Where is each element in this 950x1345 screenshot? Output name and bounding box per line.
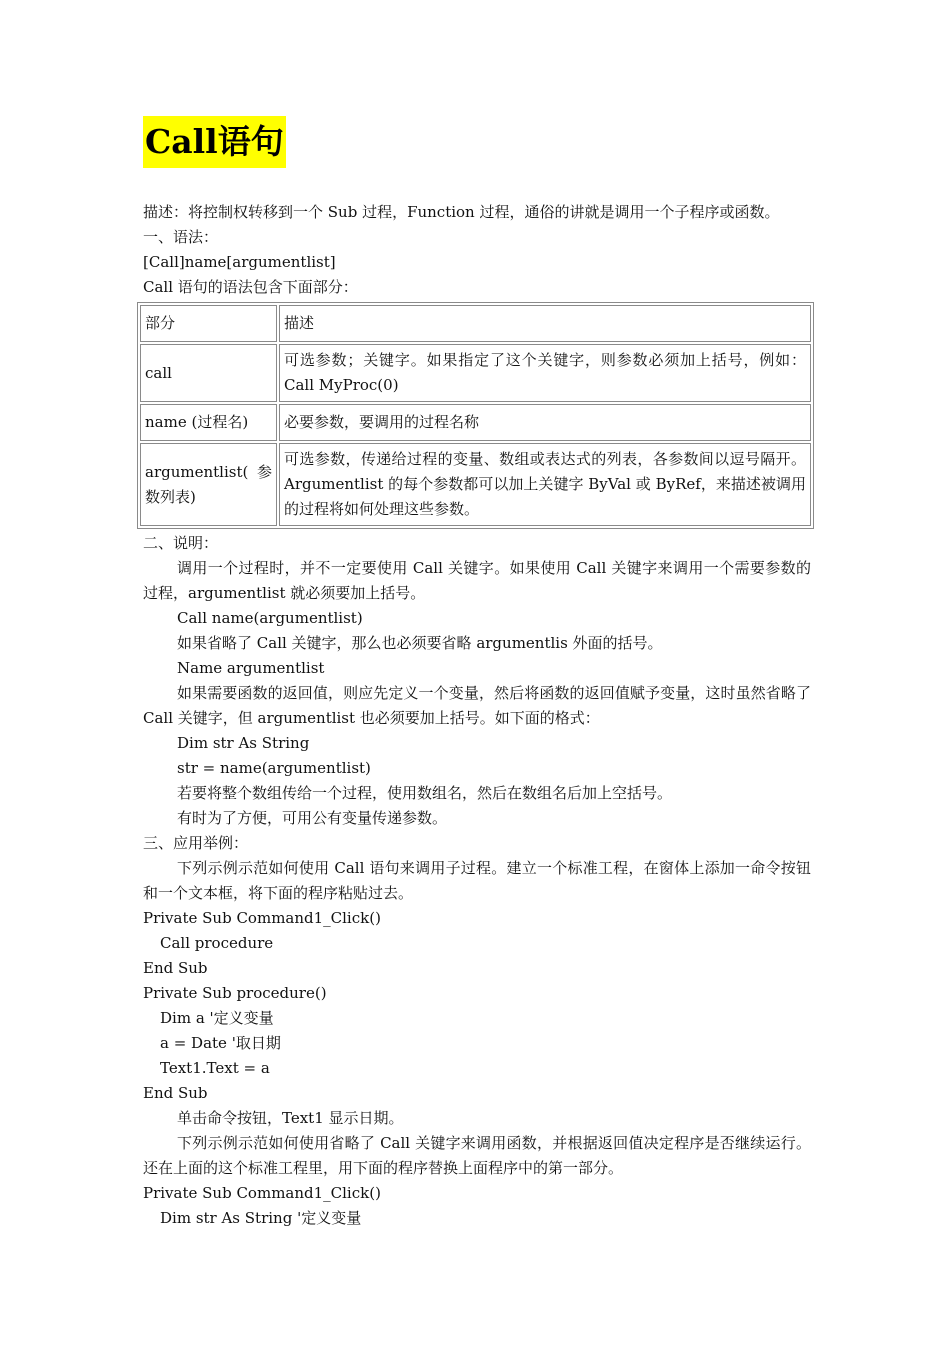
description-line: 描述：将控制权转移到一个 Sub 过程，Function 过程，通俗的讲就是调用一个子程序或函数。 [143, 203, 780, 221]
intro-section [143, 200, 811, 300]
code-line: Dim str As String '定义变量 [160, 1209, 362, 1227]
code-line: Call name(argumentlist) [177, 609, 363, 627]
code-line: str = name(argumentlist) [177, 759, 371, 777]
table-cell: 必要参数，要调用的过程名称 [279, 404, 811, 441]
paragraph: 单击命令按钮，Text1 显示日期。 [177, 1109, 404, 1127]
code-line: a = Date '取日期 [160, 1034, 281, 1052]
table-cell: call [140, 344, 277, 402]
table-row [140, 344, 811, 402]
paragraph: 下列示例示范如何使用 Call 语句来调用子过程。建立一个标准工程，在窗体上添加一命令按钮和一个文本框，将下面的程序粘贴过去。 [143, 859, 811, 902]
paragraph: 如果省略了 Call 关键字，那么也必须要省略 argumentlis 外面的括号。 [177, 634, 663, 652]
explanation-section [143, 531, 811, 1231]
code-line: Name argumentlist [177, 659, 325, 677]
code-line: End Sub [143, 1084, 208, 1102]
paragraph: 若要将整个数组传给一个过程，使用数组名，然后在数组名后加上空括号。 [177, 784, 673, 802]
table-cell: argumentlist(参数列表) [140, 443, 277, 526]
page-title: Call语句 [143, 116, 286, 168]
table-cell: name (过程名) [140, 404, 277, 441]
table-header-row [140, 305, 811, 342]
parts-table [137, 302, 814, 529]
syntax-heading: 一、语法： [143, 228, 219, 246]
code-line: Call procedure [160, 934, 274, 952]
parts-intro-line: Call 语句的语法包含下面部分： [143, 278, 358, 296]
paragraph: 调用一个过程时，并不一定要使用 Call 关键字。如果使用 Call 关键字来调用一个需要参数的过程，argumentlist 就必须要加上括号。 [143, 559, 811, 602]
table-header-cell: 部分 [140, 305, 277, 342]
syntax-line: [Call]name[argumentlist] [143, 253, 336, 271]
table-header-cell: 描述 [279, 305, 811, 342]
code-line: Text1.Text = a [160, 1059, 270, 1077]
code-line: Private Sub procedure() [143, 984, 327, 1002]
section-heading: 三、应用举例： [143, 834, 249, 852]
table-row [140, 443, 811, 526]
paragraph: 有时为了方便，可用公有变量传递参数。 [177, 809, 448, 827]
code-line: Private Sub Command1_Click() [143, 1184, 381, 1202]
table-row [140, 404, 811, 441]
section-heading: 二、说明： [143, 534, 219, 552]
code-line: End Sub [143, 959, 208, 977]
code-line: Private Sub Command1_Click() [143, 909, 381, 927]
paragraph: 下列示例示范如何使用省略了 Call 关键字来调用函数，并根据返回值决定程序是否继续运行。还在上面的这个标准工程里，用下面的程序替换上面程序中的第一部分。 [143, 1134, 811, 1177]
table-cell: 可选参数；关键字。如果指定了这个关键字，则参数必须加上括号，例如：Call MyProc(0) [279, 344, 811, 402]
code-line: Dim str As String [177, 734, 310, 752]
paragraph: 如果需要函数的返回值，则应先定义一个变量，然后将函数的返回值赋予变量，这时虽然省略了 Call 关键字，但 argumentlist 也必须要加上括号。如下面的格式： [143, 684, 811, 727]
table-cell: 可选参数，传递给过程的变量、数组或表达式的列表，各参数间以逗号隔开。Argumentlist 的每个参数都可以加上关键字 ByVal 或 ByRef，来描述被调用的过程将如何处理这些参数。 [279, 443, 811, 526]
code-line: Dim a '定义变量 [160, 1009, 274, 1027]
